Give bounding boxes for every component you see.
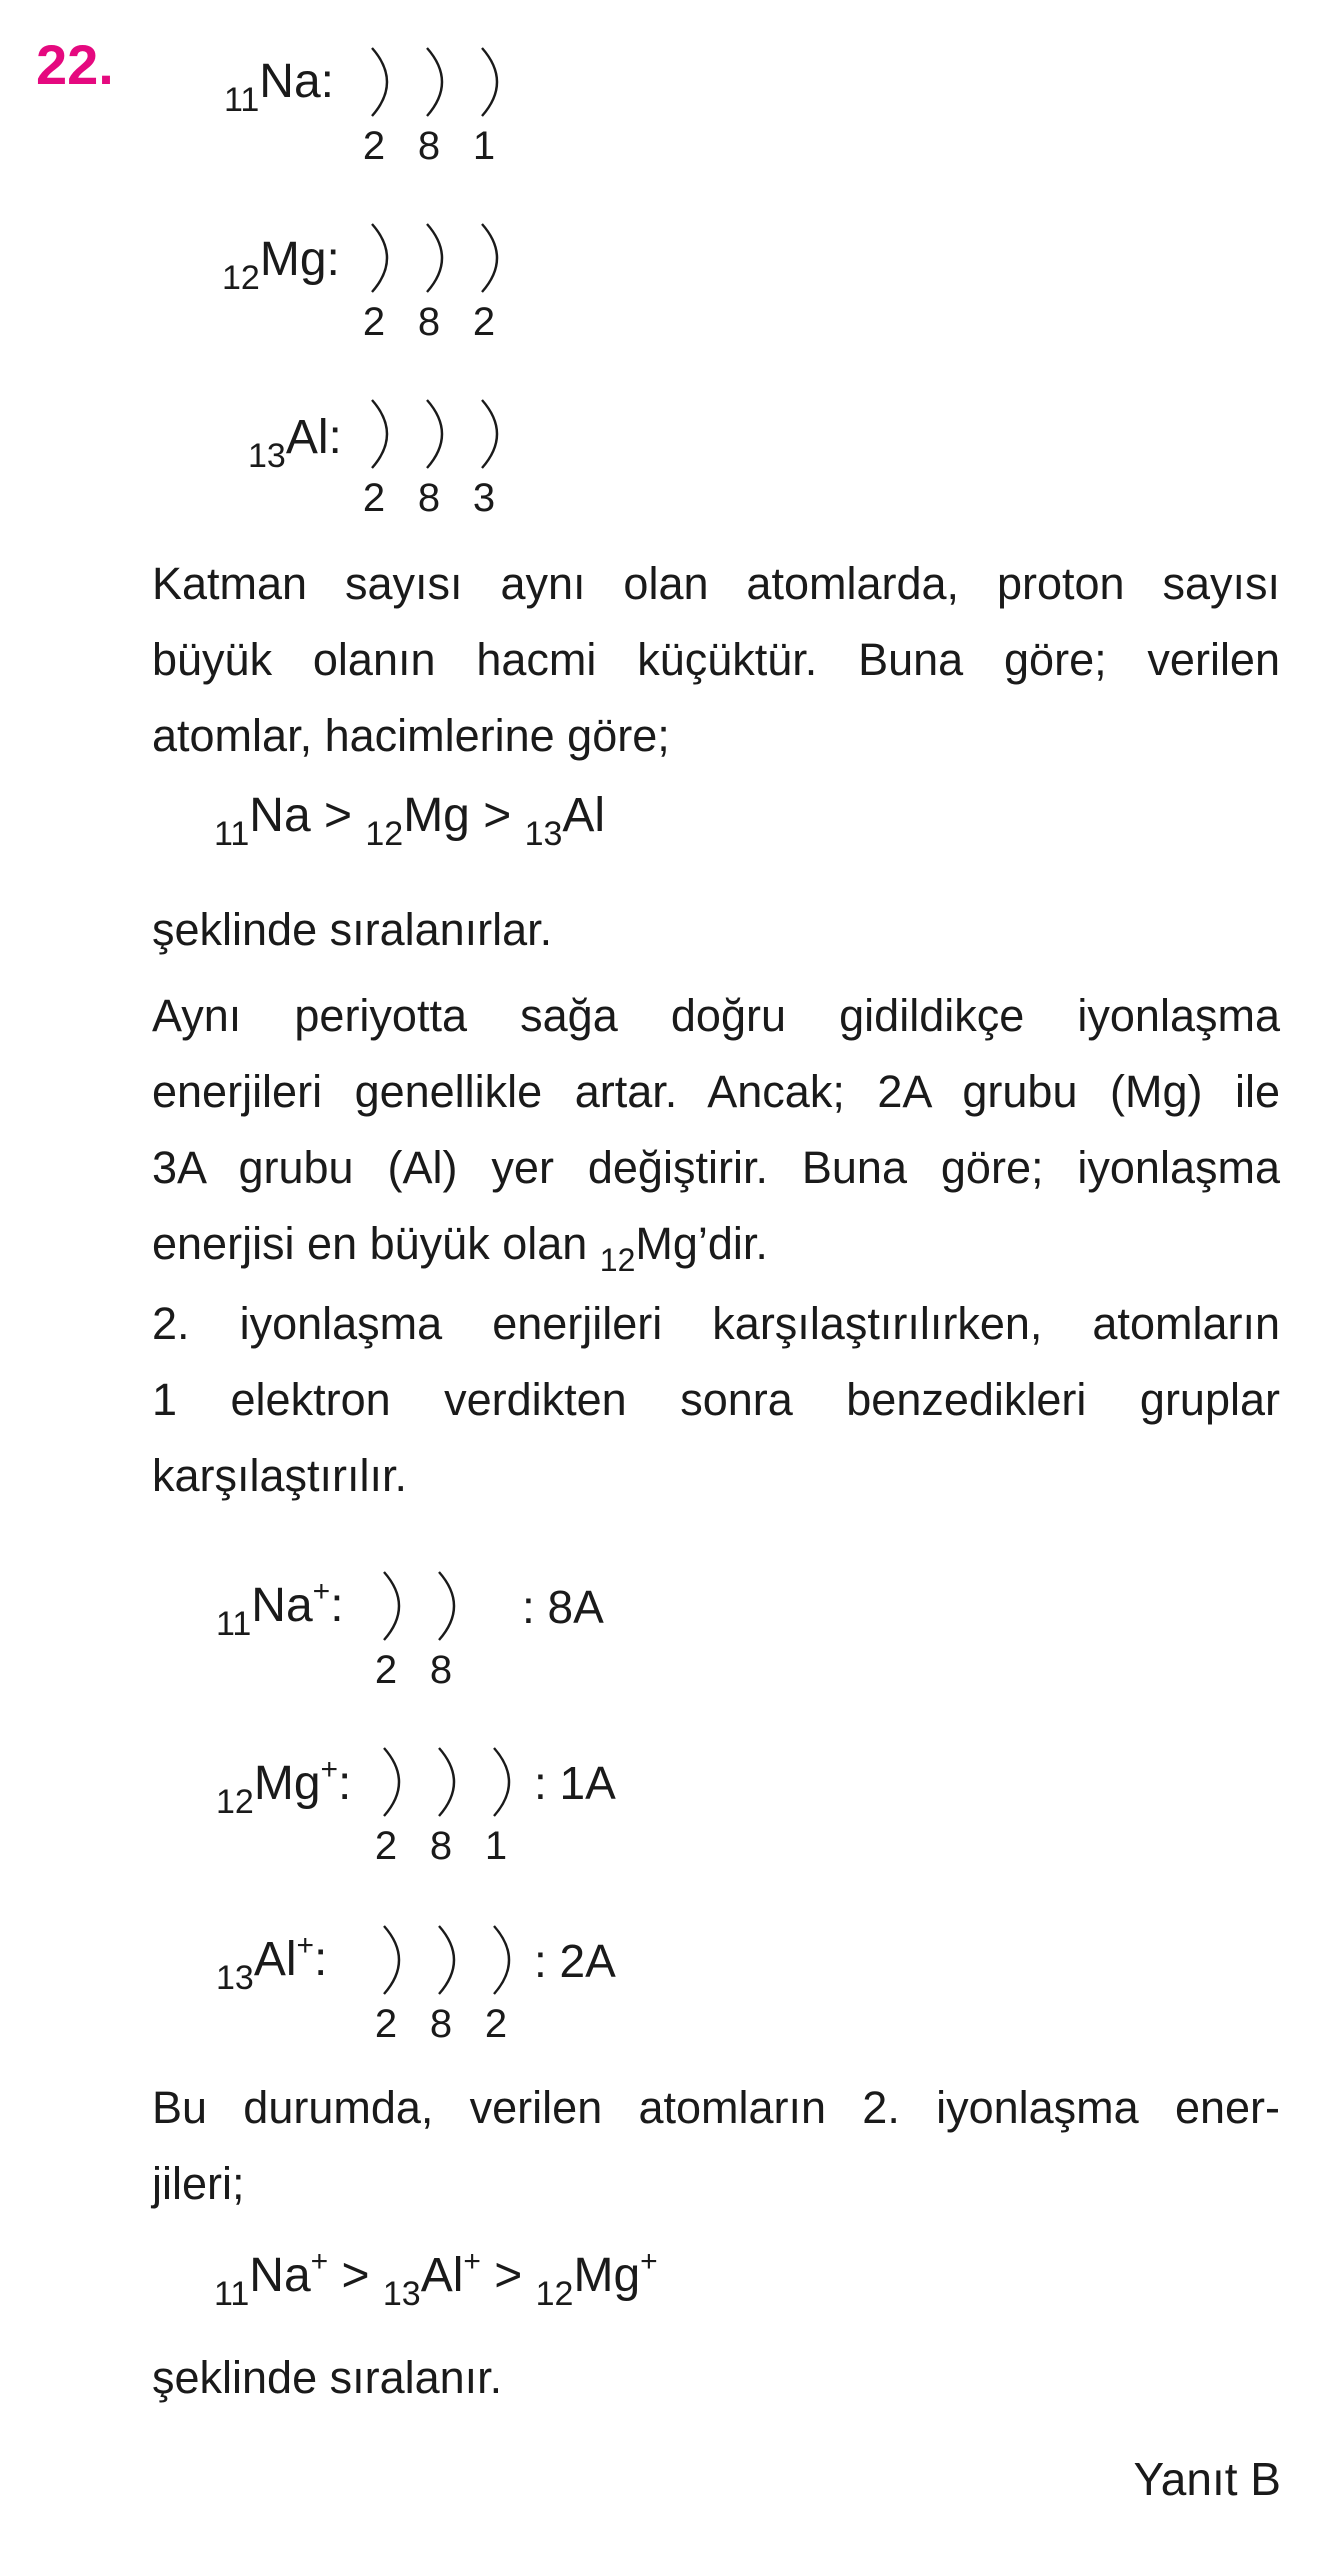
shell-count: 8	[429, 1824, 453, 1868]
shell-count: 8	[417, 300, 441, 344]
text-line: Aynı periyotta sağa doğru gidildikçe iyonlaşma	[152, 990, 1280, 1041]
paragraph-volume	[152, 546, 1280, 774]
shell-arcs-na-ion	[376, 1568, 486, 1644]
group-label: : 1A	[534, 1757, 616, 1809]
text-line: 3A grubu (Al) yer değiştirir. Buna göre; iyonlaşma	[152, 1142, 1280, 1193]
text-line: 1 elektron verdikten sonra benzedikleri gruplar	[152, 1374, 1280, 1425]
text-line: karşılaştırılır.	[152, 1450, 408, 1501]
text-line: şeklinde sıralanırlar.	[152, 904, 553, 955]
shell-count: 8	[429, 2002, 453, 2046]
answer-label: Yanıt B	[1133, 2453, 1281, 2505]
shell-count: 2	[362, 124, 386, 168]
paragraph-final	[152, 2340, 1280, 2416]
text-line: Katman sayısı aynı olan atomlarda, proton sayısı	[152, 558, 1280, 609]
shell-count: 2	[374, 1648, 398, 1692]
shell-arcs-al-ion	[376, 1922, 541, 1998]
shell-count: 2	[374, 2002, 398, 2046]
config-mg-ion: $_{12}$Mg+:	[216, 1753, 352, 1821]
text-line: 2. iyonlaşma enerjileri karşılaştırılırken, atomların	[152, 1298, 1280, 1349]
config-na: $_{11}$Na:	[224, 55, 334, 119]
paragraph-conclusion	[152, 2070, 1280, 2222]
shell-arc	[482, 400, 497, 468]
text-line: jileri;	[152, 2158, 245, 2209]
shell-arc	[427, 224, 442, 292]
shell-count: 8	[417, 124, 441, 168]
shell-arc	[384, 1572, 399, 1640]
text-line: enerjileri genellikle artar. Ancak; 2A grubu (Mg) ile	[152, 1066, 1280, 1117]
group-label: : 2A	[534, 1935, 616, 1987]
shell-count: 2	[362, 476, 386, 520]
shell-count: 8	[429, 1648, 453, 1692]
config-al-ion: $_{13}$Al+:	[216, 1929, 328, 1997]
shell-arc	[427, 48, 442, 116]
shell-arcs-na	[364, 44, 529, 120]
shell-arc	[482, 224, 497, 292]
paragraph-ordered	[152, 892, 1280, 968]
text-line: enerjisi en büyük olan $_{12}$Mg’dir.	[152, 1218, 768, 1278]
shell-arc	[427, 400, 442, 468]
text-line: büyük olanın hacmi küçüktür. Buna göre; verilen	[152, 634, 1280, 685]
shell-arc	[482, 48, 497, 116]
group-label: : 8A	[522, 1581, 604, 1633]
shell-arc	[494, 1926, 509, 1994]
shell-count: 3	[472, 476, 496, 520]
shell-arcs-mg-ion	[376, 1744, 541, 1820]
shell-arc	[439, 1926, 454, 1994]
shell-count: 8	[417, 476, 441, 520]
question-number: 22.	[36, 33, 114, 96]
config-mg: $_{12}$Mg:	[222, 233, 340, 297]
text-line: şeklinde sıralanır.	[152, 2352, 503, 2403]
paragraph-second-ionization	[152, 1286, 1280, 1514]
shell-arc	[384, 1926, 399, 1994]
shell-arc	[372, 224, 387, 292]
shell-count: 1	[472, 124, 496, 168]
config-al: $_{13}$Al:	[248, 411, 342, 475]
shell-count: 2	[484, 2002, 508, 2046]
shell-arc	[494, 1748, 509, 1816]
shell-arc	[384, 1748, 399, 1816]
shell-count: 2	[374, 1824, 398, 1868]
shell-arcs-al	[364, 396, 529, 472]
text-line: atomlar, hacimlerine göre;	[152, 710, 670, 761]
shell-arcs-mg	[364, 220, 529, 296]
shell-count: 2	[472, 300, 496, 344]
shell-arc	[372, 400, 387, 468]
ionization-order: $_{11}$Na+ > $_{13}$Al+ > $_{12}$Mg+	[214, 2245, 658, 2313]
shell-arc	[372, 48, 387, 116]
config-na-ion: $_{11}$Na+:	[216, 1575, 344, 1643]
paragraph-ionization	[152, 978, 1280, 1282]
volume-order: $_{11}$Na > $_{12}$Mg > $_{13}$Al	[214, 789, 606, 853]
shell-arc	[439, 1572, 454, 1640]
shell-count: 2	[362, 300, 386, 344]
text-line: Bu durumda, verilen atomların 2. iyonlaşma ener-	[152, 2082, 1280, 2133]
shell-arc	[439, 1748, 454, 1816]
shell-count: 1	[484, 1824, 508, 1868]
